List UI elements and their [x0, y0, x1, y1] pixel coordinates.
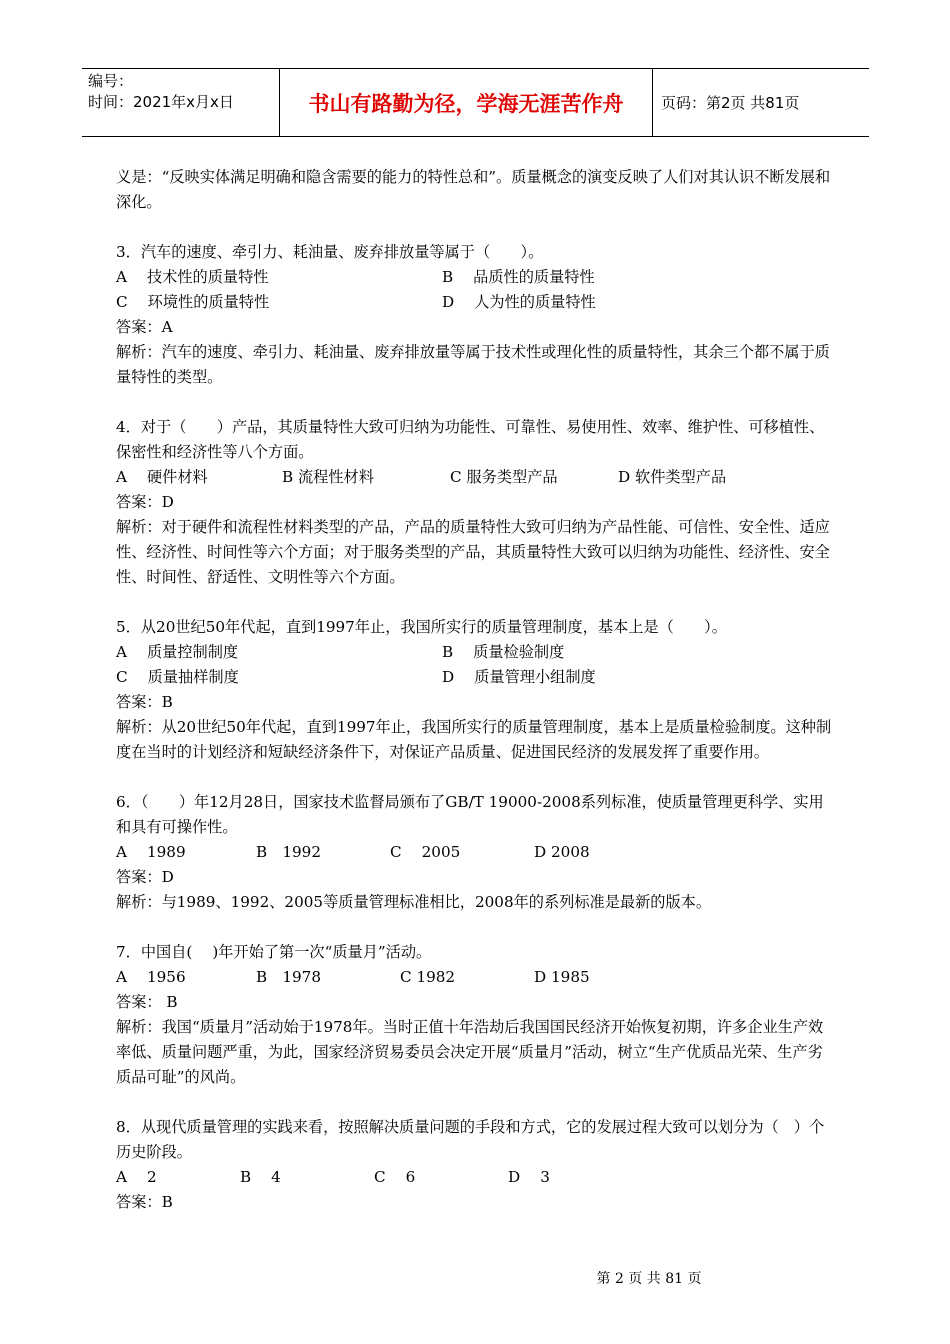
answer-text: 答案：A	[116, 318, 173, 336]
question-text: 7．中国自( )年开始了第一次“质量月”活动。	[116, 943, 432, 961]
page-header	[82, 68, 869, 137]
analysis-text: 解析：从20世纪50年代起，直到1997年止，我国所实行的质量管理制度，基本上是质量检验制度。这种制度在当时的计划经济和短缺经济条件下，对保证产品质量、促进国民经济的发展发挥了重要作用。	[116, 718, 832, 761]
option-item: D 软件类型产品	[618, 468, 727, 486]
option-item: C 1982	[400, 968, 456, 986]
question-block	[116, 790, 836, 915]
option-row	[116, 265, 836, 290]
option-item: D 2008	[534, 843, 590, 861]
option-item: A 2	[116, 1168, 157, 1186]
header-meta	[82, 69, 280, 136]
question-text: 4．对于（ ）产品，其质量特性大致可归纳为功能性、可靠性、易使用性、效率、维护性、可移植性、保密性和经济性等八个方面。	[116, 418, 825, 461]
analysis-text: 解析：我国“质量月”活动始于1978年。当时正值十年浩劫后我国国民经济开始恢复初期，许多企业生产效率低、质量问题严重，为此，国家经济贸易委员会决定开展“质量月”活动，树立“生产优质品光荣、生产劣质品可耻”的风尚。	[116, 1018, 824, 1086]
question-text: 5．从20世纪50年代起，直到1997年止，我国所实行的质量管理制度，基本上是（ ）。	[116, 618, 727, 636]
option-item: A 技术性的质量特性	[116, 268, 269, 286]
option-item: B 品质性的质量特性	[442, 268, 595, 286]
answer-text: 答案：D	[116, 868, 174, 886]
code-label: 编号：	[88, 72, 134, 90]
option-item: D 人为性的质量特性	[442, 293, 596, 311]
option-item: C 服务类型产品	[450, 468, 558, 486]
option-row	[116, 640, 836, 665]
option-item: D 3	[508, 1168, 550, 1186]
option-item: B 4	[240, 1168, 281, 1186]
option-item: D 1985	[534, 968, 590, 986]
question-text: 6．（ ）年12月28日，国家技术监督局颁布了GB/T 19000-2008系列标准，使质量管理更科学、实用和具有可操作性。	[116, 793, 824, 836]
analysis-text: 解析：与1989、1992、2005等质量管理标准相比，2008年的系列标准是最新的版本。	[116, 893, 712, 911]
question-block	[116, 940, 836, 1090]
option-item: C 质量抽样制度	[116, 668, 239, 686]
question-block	[116, 240, 836, 390]
question-text: 3．汽车的速度、牵引力、耗油量、废弃排放量等属于（ ）。	[116, 243, 544, 261]
option-item: A 1989	[116, 843, 186, 861]
header-motto: 书山有路勤为径，学海无涯苦作舟	[280, 69, 653, 136]
option-row	[116, 965, 836, 990]
answer-text: 答案：B	[116, 693, 173, 711]
option-item: A 质量控制制度	[116, 643, 239, 661]
option-item: B 质量检验制度	[442, 643, 565, 661]
date-label: 时间：2021年x月x日	[88, 93, 234, 111]
question-list	[116, 240, 836, 1215]
answer-text: 答案： B	[116, 993, 178, 1011]
answer-text: 答案：D	[116, 493, 174, 511]
option-item: A 硬件材料	[116, 468, 208, 486]
option-item: C 环境性的质量特性	[116, 293, 270, 311]
option-row	[116, 465, 836, 490]
option-item: D 质量管理小组制度	[442, 668, 596, 686]
analysis-text: 解析：汽车的速度、牵引力、耗油量、废弃排放量等属于技术性或理化性的质量特性，其余三个都不属于质量特性的类型。	[116, 343, 830, 386]
analysis-text: 解析：对于硬件和流程性材料类型的产品，产品的质量特性大致可归纳为产品性能、可信性、安全性、适应性、经济性、时间性等六个方面；对于服务类型的产品，其质量特性大致可以归纳为功能性、经济性、安全性、时间性、舒适性、文明性等六个方面。	[116, 518, 830, 586]
header-page-number: 页码：第2页 共81页	[661, 94, 800, 112]
option-item: B 1992	[256, 843, 321, 861]
option-row	[116, 1165, 836, 1190]
question-block	[116, 615, 836, 765]
option-item: B 1978	[256, 968, 321, 986]
document-body	[116, 165, 836, 1240]
option-item: C 2005	[390, 843, 461, 861]
option-item: C 6	[374, 1168, 416, 1186]
option-row	[116, 840, 836, 865]
page-footer: 第 2 页 共 81 页	[596, 1271, 702, 1287]
option-row	[116, 290, 836, 315]
option-item: A 1956	[116, 968, 186, 986]
question-text: 8．从现代质量管理的实践来看，按照解决质量问题的手段和方式，它的发展过程大致可以划分为（ ）个历史阶段。	[116, 1118, 825, 1161]
option-row	[116, 665, 836, 690]
option-item: B 流程性材料	[282, 468, 374, 486]
answer-text: 答案：B	[116, 1193, 173, 1211]
question-block	[116, 415, 836, 590]
question-block	[116, 1115, 836, 1215]
intro-paragraph: 义是：“反映实体满足明确和隐含需要的能力的特性总和”。质量概念的演变反映了人们对其认识不断发展和深化。	[116, 168, 831, 211]
